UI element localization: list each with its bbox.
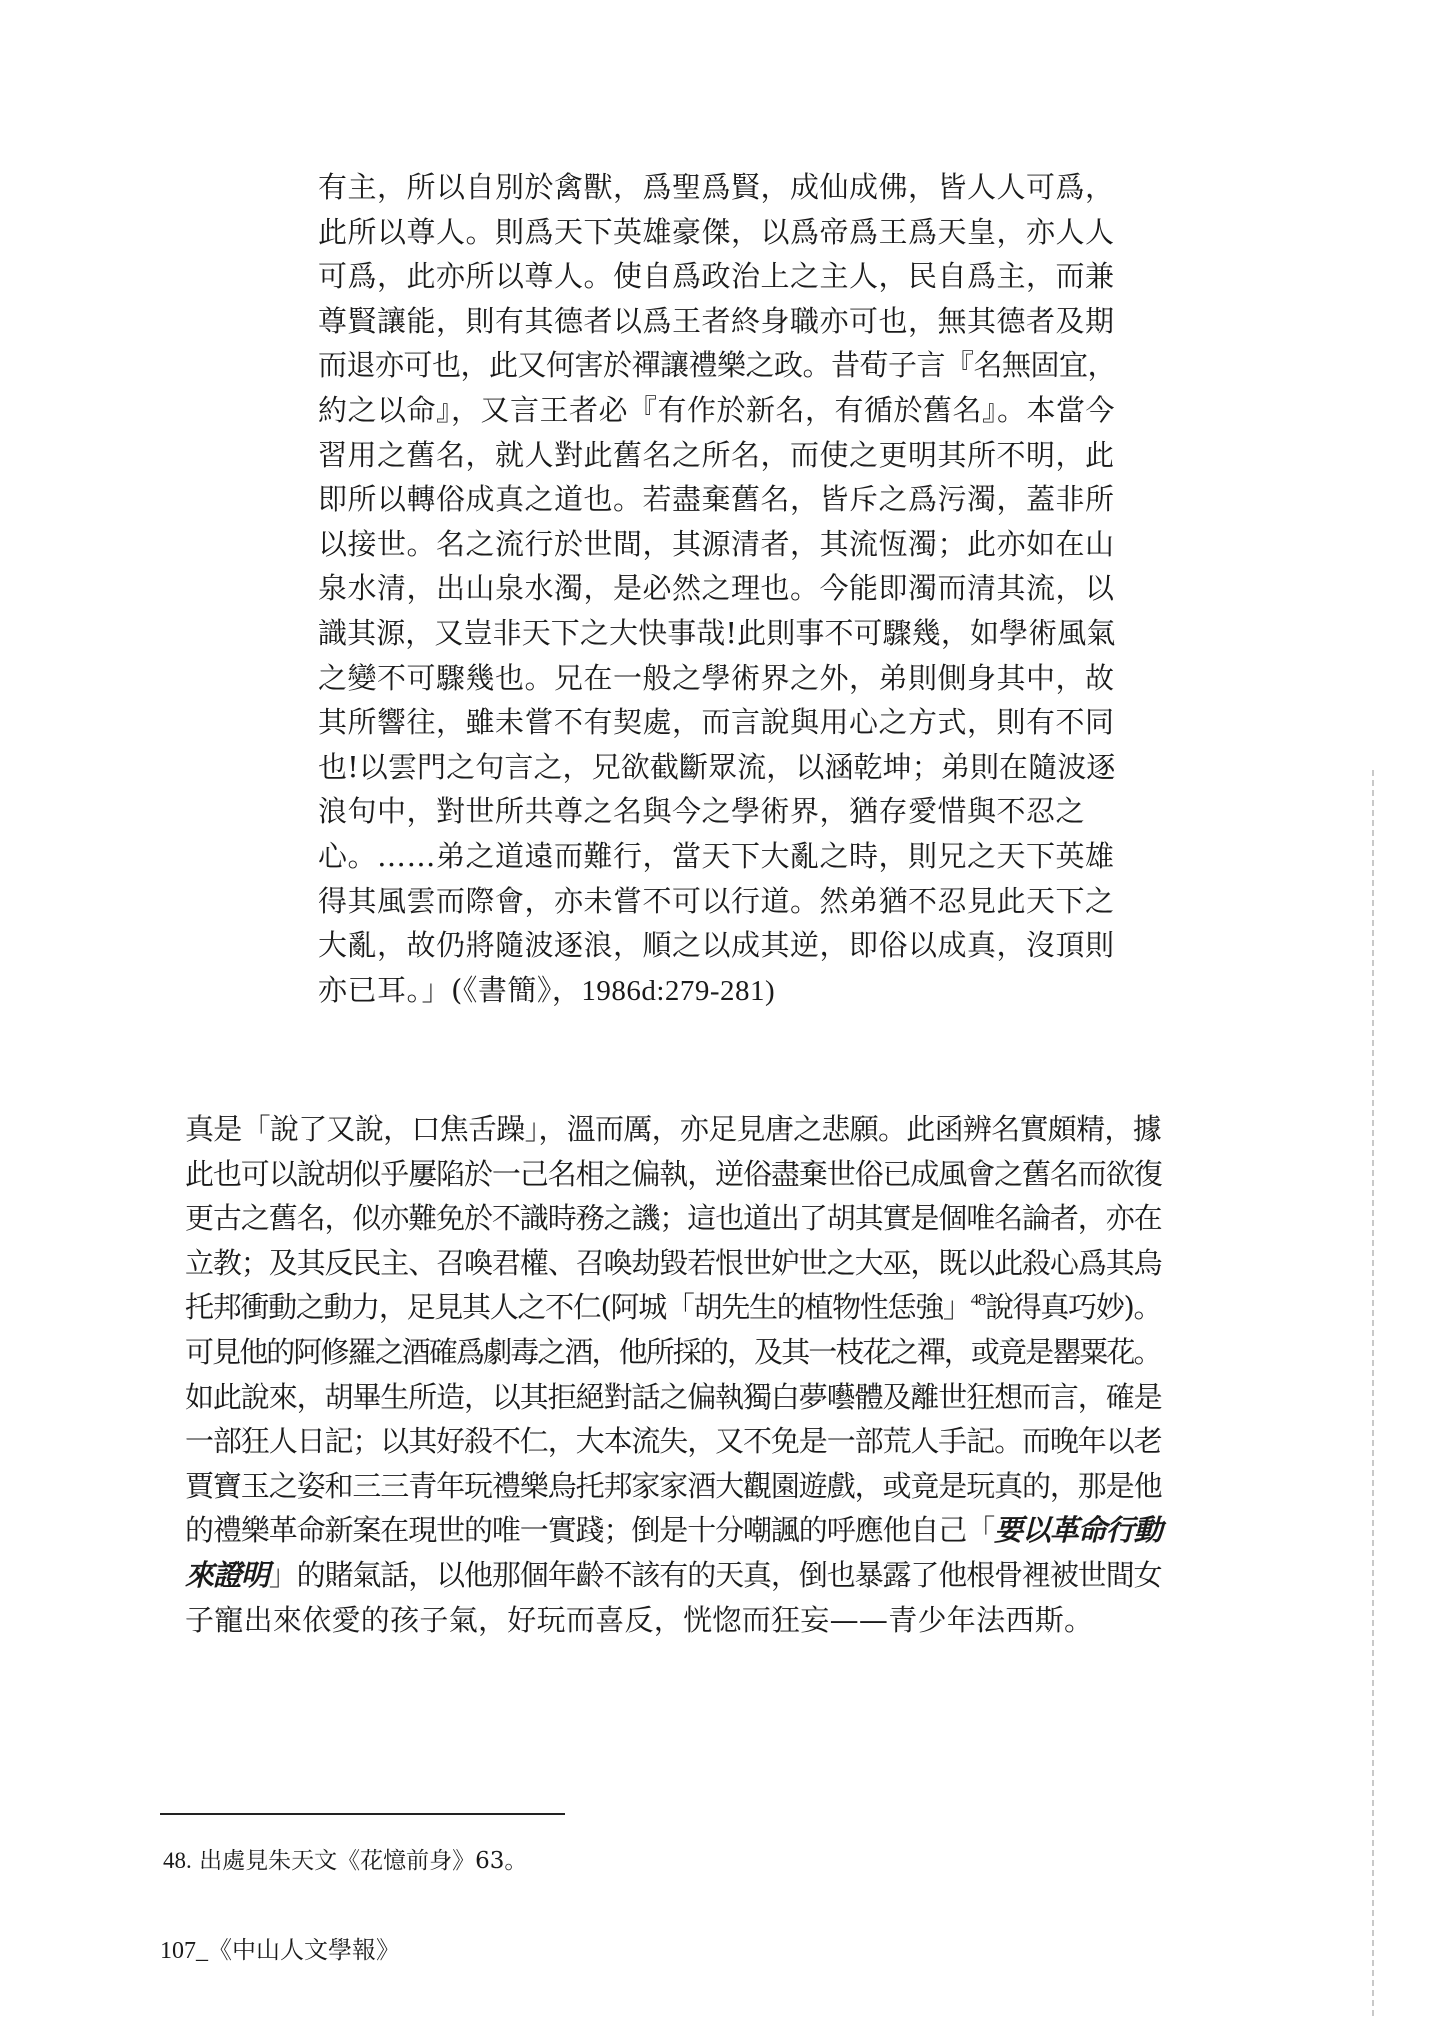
body-line xyxy=(185,1285,1165,1330)
body-line-5-end: 說得真巧妙)。 xyxy=(985,1290,1162,1325)
page-number: 107_ xyxy=(160,1938,208,1964)
quote-line: 約之以命』，又言王者必『有作於新名，有循於舊名』。本當今 xyxy=(318,392,1116,427)
block-quote xyxy=(318,165,1118,1012)
quote-line: 泉水清，出山泉水濁，是必然之理也。今能即濁而清其流，以 xyxy=(318,571,1115,606)
body-paragraph xyxy=(185,1107,1165,1642)
body-line: 如此說來，胡畢生所造，以其拒絕對話之偏執獨白夢囈體及離世狂想而言，確是 xyxy=(185,1379,1162,1414)
body-line-11-end: 」的賭氣話，以他那個年齡不該有的天真，倒也暴露了他根骨裡被世間女 xyxy=(268,1557,1162,1592)
body-line: 更古之舊名，似亦難免於不識時務之譏；這也道出了胡其實是個唯名論者，亦在 xyxy=(185,1201,1162,1236)
body-line: 真是「說了又說，口焦舌躁」，溫而厲，亦足見唐之悲願。此函辨名實頗精，據 xyxy=(185,1112,1162,1146)
quote-line: 即所以轉俗成真之道也。若盡棄舊名，皆斥之爲污濁，蓋非所 xyxy=(318,482,1115,517)
body-line: 一部狂人日記；以其好殺不仁，大本流失，又不免是一部荒人手記。而晚年以老 xyxy=(185,1424,1162,1459)
quote-line: 尊賢讓能，則有其德者以爲王者終身職亦可也，無其德者及期 xyxy=(318,303,1115,338)
scan-edge-mark xyxy=(1372,770,1374,2020)
quote-line: 心。……弟之道遠而難行，當天下大亂之時，則兄之天下英雄 xyxy=(318,838,1115,873)
quote-line: 得其風雲而際會，亦未嘗不可以行道。然弟猶不忍見此天下之 xyxy=(318,883,1115,918)
quote-line: 以接世。名之流行於世間，其源清者，其流恆濁；此亦如在山 xyxy=(318,526,1115,561)
quote-citation: 1986d:279-281) xyxy=(581,974,776,1007)
quote-line: 識其源，又豈非天下之大快事哉!此則事不可驟幾，如學術風氣 xyxy=(318,615,1116,650)
body-line xyxy=(185,1508,1165,1553)
quote-last-line xyxy=(318,968,1118,1013)
body-line: 此也可以說胡似乎屢陷於一己名相之偏執，逆俗盡棄世俗已成風會之舊名而欲復 xyxy=(185,1156,1162,1191)
body-line: 賈寶玉之姿和三三青年玩禮樂烏托邦家家酒大觀園遊戲，或竟是玩真的，那是他 xyxy=(185,1468,1162,1503)
body-line-5-start: 托邦衝動之動力，足見其人之不仁(阿城「胡先生的植物性恁強」 xyxy=(185,1290,971,1325)
footnote xyxy=(163,1842,527,1875)
journal-title: 《中山人文學報》 xyxy=(208,1936,400,1964)
quote-line: 可爲，此亦所以尊人。使自爲政治上之主人，民自爲主，而兼 xyxy=(318,259,1115,294)
quote-line: 也!以雲門之句言之，兄欲截斷眾流，以涵乾坤；弟則在隨波逐 xyxy=(318,749,1116,784)
footnote-reference[interactable]: 48 xyxy=(970,1290,986,1310)
quote-line: 浪句中，對世所共尊之名與今之學術界，猶存愛惜與不忍之 xyxy=(318,794,1086,829)
quote-line: 而退亦可也，此又何害於禪讓禮樂之政。昔荀子言『名無固宜， xyxy=(318,348,1117,383)
quote-line: 有主，所以自別於禽獸，爲聖爲賢，成仙成佛，皆人人可爲， xyxy=(318,170,1115,204)
quote-line: 之變不可驟幾也。兄在一般之學術界之外，弟則側身其中，故 xyxy=(318,660,1115,695)
running-footer xyxy=(160,1930,400,1965)
emphasized-quote: 來證明 xyxy=(185,1557,269,1592)
body-line: 子寵出來依愛的孩子氣，好玩而喜反，恍惚而狂妄——青少年法西斯。 xyxy=(185,1602,1094,1637)
emphasized-quote: 要以革命行動 xyxy=(994,1513,1162,1548)
quote-line: 習用之舊名，就人對此舊名之所名，而使之更明其所不明，此 xyxy=(318,437,1115,472)
quote-line: 大亂，故仍將隨波逐浪，順之以成其逆，即俗以成真，沒頂則 xyxy=(318,928,1115,963)
body-line: 可見他的阿修羅之酒確爲劇毒之酒，他所採的，及其一枝花之禪，或竟是罌粟花。 xyxy=(185,1334,1161,1369)
quote-line: 此所以尊人。則爲天下英雄豪傑，以爲帝爲王爲天皇，亦人人 xyxy=(318,214,1115,249)
quote-closing-text: 亦已耳。」(《書簡》， xyxy=(318,972,582,1007)
quote-line: 其所響往，雖未嘗不有契處，而言說與用心之方式，則有不同 xyxy=(318,705,1115,740)
body-line xyxy=(185,1553,1165,1598)
body-line-10-start: 的禮樂革命新案在現世的唯一實踐；倒是十分嘲諷的呼應他自己「 xyxy=(185,1513,995,1548)
footnote-number: 48. xyxy=(163,1848,192,1873)
body-line: 立教；及其反民主、召喚君權、召喚劫毀若恨世妒世之大巫，既以此殺心爲其烏 xyxy=(185,1245,1162,1280)
footnote-divider xyxy=(160,1813,565,1815)
footnote-text: 出處見朱天文《花憶前身》63。 xyxy=(199,1848,528,1874)
